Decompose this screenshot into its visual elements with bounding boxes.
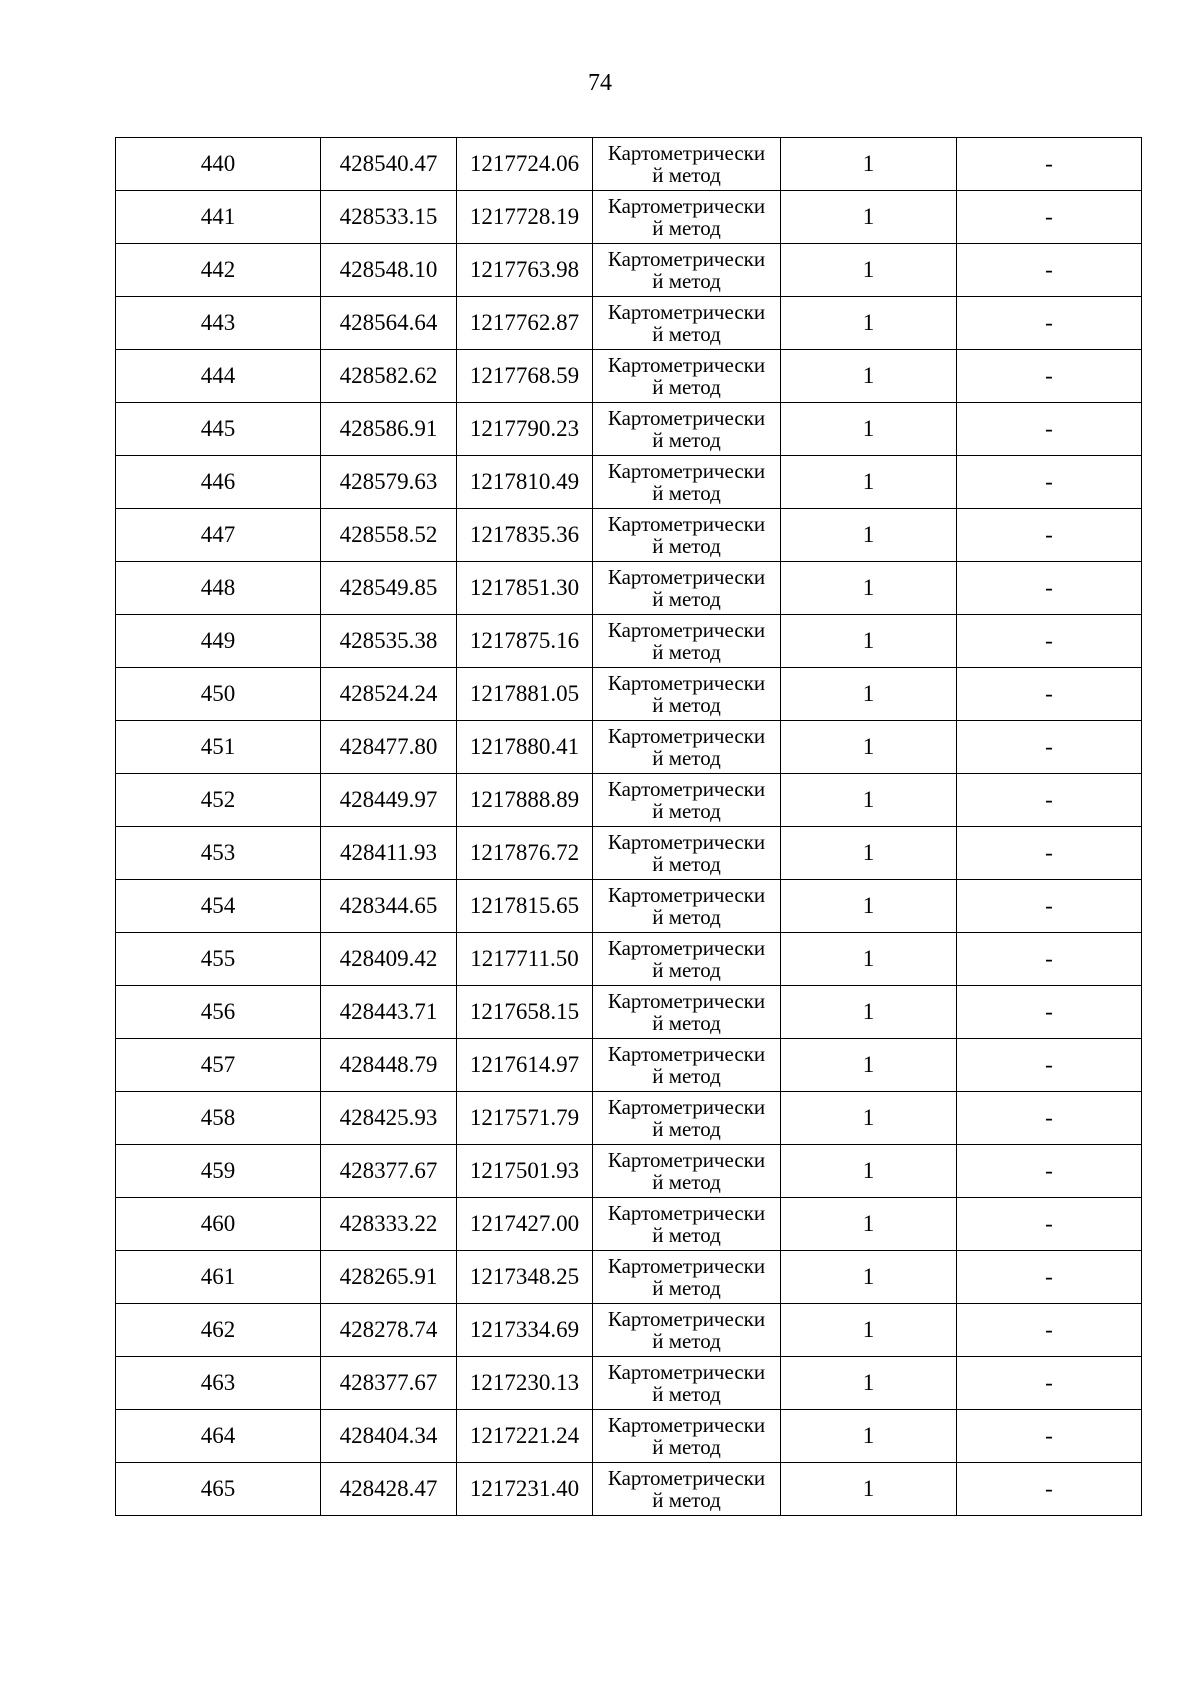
y-coordinate-cell: 1217221.24 xyxy=(457,1410,593,1463)
table-row xyxy=(116,1357,1142,1410)
y-coordinate-cell: 1217231.40 xyxy=(457,1463,593,1516)
accuracy-cell: 1 xyxy=(781,1145,957,1198)
y-coordinate-cell: 1217728.19 xyxy=(457,191,593,244)
accuracy-cell: 1 xyxy=(781,668,957,721)
description-cell: - xyxy=(957,244,1142,297)
point-number-cell: 455 xyxy=(116,933,321,986)
table-row xyxy=(116,1198,1142,1251)
accuracy-cell: 1 xyxy=(781,1357,957,1410)
method-cell xyxy=(593,668,781,721)
description-cell: - xyxy=(957,880,1142,933)
accuracy-cell: 1 xyxy=(781,403,957,456)
description-cell: - xyxy=(957,615,1142,668)
method-line-1: Картометрически xyxy=(607,1360,766,1384)
method-cell xyxy=(593,880,781,933)
method-cell xyxy=(593,1463,781,1516)
table-row xyxy=(116,350,1142,403)
accuracy-cell: 1 xyxy=(781,350,957,403)
method-line-2: й метод xyxy=(652,322,721,346)
x-coordinate-cell: 428409.42 xyxy=(321,933,457,986)
point-number-cell: 440 xyxy=(116,138,321,191)
x-coordinate-cell: 428278.74 xyxy=(321,1304,457,1357)
accuracy-cell: 1 xyxy=(781,827,957,880)
method-line-1: Картометрически xyxy=(607,724,766,748)
accuracy-cell: 1 xyxy=(781,1198,957,1251)
y-coordinate-cell: 1217876.72 xyxy=(457,827,593,880)
method-line-1: Картометрически xyxy=(607,1254,766,1278)
y-coordinate-cell: 1217334.69 xyxy=(457,1304,593,1357)
method-line-2: й метод xyxy=(652,1276,721,1300)
point-number-cell: 443 xyxy=(116,297,321,350)
description-cell: - xyxy=(957,1463,1142,1516)
accuracy-cell: 1 xyxy=(781,244,957,297)
method-cell xyxy=(593,1410,781,1463)
coordinates-table-body xyxy=(116,138,1142,1516)
method-line-1: Картометрически xyxy=(607,1095,766,1119)
description-cell: - xyxy=(957,403,1142,456)
table-row xyxy=(116,1251,1142,1304)
accuracy-cell: 1 xyxy=(781,721,957,774)
table-row xyxy=(116,1039,1142,1092)
y-coordinate-cell: 1217571.79 xyxy=(457,1092,593,1145)
point-number-cell: 442 xyxy=(116,244,321,297)
x-coordinate-cell: 428333.22 xyxy=(321,1198,457,1251)
x-coordinate-cell: 428428.47 xyxy=(321,1463,457,1516)
description-cell: - xyxy=(957,1304,1142,1357)
page-number: 74 xyxy=(588,70,612,96)
accuracy-cell: 1 xyxy=(781,562,957,615)
accuracy-cell: 1 xyxy=(781,191,957,244)
table-row xyxy=(116,880,1142,933)
point-number-cell: 454 xyxy=(116,880,321,933)
method-line-2: й метод xyxy=(652,534,721,558)
description-cell: - xyxy=(957,1092,1142,1145)
method-line-2: й метод xyxy=(652,958,721,982)
description-cell: - xyxy=(957,350,1142,403)
method-line-2: й метод xyxy=(652,1488,721,1512)
point-number-cell: 448 xyxy=(116,562,321,615)
description-cell: - xyxy=(957,1039,1142,1092)
accuracy-cell: 1 xyxy=(781,509,957,562)
method-line-2: й метод xyxy=(652,428,721,452)
point-number-cell: 463 xyxy=(116,1357,321,1410)
method-line-1: Картометрически xyxy=(607,194,766,218)
method-line-1: Картометрически xyxy=(607,671,766,695)
y-coordinate-cell: 1217427.00 xyxy=(457,1198,593,1251)
table-row xyxy=(116,1463,1142,1516)
method-line-2: й метод xyxy=(652,163,721,187)
y-coordinate-cell: 1217658.15 xyxy=(457,986,593,1039)
x-coordinate-cell: 428548.10 xyxy=(321,244,457,297)
accuracy-cell: 1 xyxy=(781,456,957,509)
method-line-2: й метод xyxy=(652,269,721,293)
method-cell xyxy=(593,774,781,827)
x-coordinate-cell: 428586.91 xyxy=(321,403,457,456)
coordinates-table xyxy=(115,137,1142,1516)
accuracy-cell: 1 xyxy=(781,880,957,933)
x-coordinate-cell: 428344.65 xyxy=(321,880,457,933)
x-coordinate-cell: 428449.97 xyxy=(321,774,457,827)
method-cell xyxy=(593,562,781,615)
point-number-cell: 453 xyxy=(116,827,321,880)
point-number-cell: 462 xyxy=(116,1304,321,1357)
accuracy-cell: 1 xyxy=(781,297,957,350)
description-cell: - xyxy=(957,1198,1142,1251)
x-coordinate-cell: 428579.63 xyxy=(321,456,457,509)
point-number-cell: 445 xyxy=(116,403,321,456)
method-cell xyxy=(593,1357,781,1410)
method-line-2: й метод xyxy=(652,1117,721,1141)
x-coordinate-cell: 428549.85 xyxy=(321,562,457,615)
accuracy-cell: 1 xyxy=(781,1304,957,1357)
accuracy-cell: 1 xyxy=(781,1463,957,1516)
x-coordinate-cell: 428377.67 xyxy=(321,1145,457,1198)
point-number-cell: 458 xyxy=(116,1092,321,1145)
point-number-cell: 441 xyxy=(116,191,321,244)
method-line-2: й метод xyxy=(652,1223,721,1247)
method-line-1: Картометрически xyxy=(607,512,766,536)
point-number-cell: 465 xyxy=(116,1463,321,1516)
point-number-cell: 452 xyxy=(116,774,321,827)
point-number-cell: 449 xyxy=(116,615,321,668)
y-coordinate-cell: 1217501.93 xyxy=(457,1145,593,1198)
description-cell: - xyxy=(957,1145,1142,1198)
method-cell xyxy=(593,1092,781,1145)
method-cell xyxy=(593,827,781,880)
point-number-cell: 464 xyxy=(116,1410,321,1463)
accuracy-cell: 1 xyxy=(781,986,957,1039)
method-line-1: Картометрически xyxy=(607,459,766,483)
x-coordinate-cell: 428477.80 xyxy=(321,721,457,774)
accuracy-cell: 1 xyxy=(781,138,957,191)
method-line-1: Картометрически xyxy=(607,353,766,377)
method-line-1: Картометрически xyxy=(607,830,766,854)
x-coordinate-cell: 428564.64 xyxy=(321,297,457,350)
description-cell: - xyxy=(957,933,1142,986)
method-line-1: Картометрически xyxy=(607,936,766,960)
accuracy-cell: 1 xyxy=(781,1251,957,1304)
table-row xyxy=(116,774,1142,827)
x-coordinate-cell: 428265.91 xyxy=(321,1251,457,1304)
method-line-1: Картометрически xyxy=(607,777,766,801)
method-line-1: Картометрически xyxy=(607,883,766,907)
x-coordinate-cell: 428404.34 xyxy=(321,1410,457,1463)
method-line-2: й метод xyxy=(652,375,721,399)
method-line-2: й метод xyxy=(652,905,721,929)
point-number-cell: 459 xyxy=(116,1145,321,1198)
accuracy-cell: 1 xyxy=(781,774,957,827)
method-line-2: й метод xyxy=(652,852,721,876)
description-cell: - xyxy=(957,1410,1142,1463)
x-coordinate-cell: 428524.24 xyxy=(321,668,457,721)
accuracy-cell: 1 xyxy=(781,615,957,668)
y-coordinate-cell: 1217835.36 xyxy=(457,509,593,562)
method-line-2: й метод xyxy=(652,481,721,505)
description-cell: - xyxy=(957,668,1142,721)
point-number-cell: 457 xyxy=(116,1039,321,1092)
table-row xyxy=(116,191,1142,244)
x-coordinate-cell: 428443.71 xyxy=(321,986,457,1039)
y-coordinate-cell: 1217230.13 xyxy=(457,1357,593,1410)
method-cell xyxy=(593,986,781,1039)
method-cell xyxy=(593,138,781,191)
description-cell: - xyxy=(957,827,1142,880)
description-cell: - xyxy=(957,562,1142,615)
method-cell xyxy=(593,1039,781,1092)
y-coordinate-cell: 1217763.98 xyxy=(457,244,593,297)
table-row xyxy=(116,1092,1142,1145)
method-line-1: Картометрически xyxy=(607,1307,766,1331)
method-cell xyxy=(593,350,781,403)
table-row xyxy=(116,456,1142,509)
table-row xyxy=(116,403,1142,456)
y-coordinate-cell: 1217851.30 xyxy=(457,562,593,615)
table-row xyxy=(116,509,1142,562)
description-cell: - xyxy=(957,297,1142,350)
description-cell: - xyxy=(957,986,1142,1039)
method-line-1: Картометрически xyxy=(607,1466,766,1490)
table-row xyxy=(116,1145,1142,1198)
x-coordinate-cell: 428411.93 xyxy=(321,827,457,880)
description-cell: - xyxy=(957,1357,1142,1410)
method-cell xyxy=(593,1198,781,1251)
method-line-1: Картометрически xyxy=(607,1201,766,1225)
point-number-cell: 451 xyxy=(116,721,321,774)
method-line-2: й метод xyxy=(652,693,721,717)
description-cell: - xyxy=(957,138,1142,191)
method-line-1: Картометрически xyxy=(607,300,766,324)
point-number-cell: 444 xyxy=(116,350,321,403)
method-line-1: Картометрически xyxy=(607,1042,766,1066)
y-coordinate-cell: 1217815.65 xyxy=(457,880,593,933)
method-cell xyxy=(593,456,781,509)
x-coordinate-cell: 428377.67 xyxy=(321,1357,457,1410)
method-cell xyxy=(593,1145,781,1198)
method-line-1: Картометрически xyxy=(607,989,766,1013)
x-coordinate-cell: 428558.52 xyxy=(321,509,457,562)
table-row xyxy=(116,1304,1142,1357)
description-cell: - xyxy=(957,721,1142,774)
method-line-2: й метод xyxy=(652,1382,721,1406)
method-line-1: Картометрически xyxy=(607,406,766,430)
table-row xyxy=(116,138,1142,191)
method-line-1: Картометрически xyxy=(607,247,766,271)
point-number-cell: 460 xyxy=(116,1198,321,1251)
x-coordinate-cell: 428535.38 xyxy=(321,615,457,668)
method-cell xyxy=(593,244,781,297)
x-coordinate-cell: 428533.15 xyxy=(321,191,457,244)
method-cell xyxy=(593,615,781,668)
y-coordinate-cell: 1217888.89 xyxy=(457,774,593,827)
table-row xyxy=(116,615,1142,668)
y-coordinate-cell: 1217614.97 xyxy=(457,1039,593,1092)
table-row xyxy=(116,721,1142,774)
table-row xyxy=(116,668,1142,721)
description-cell: - xyxy=(957,509,1142,562)
table-row xyxy=(116,986,1142,1039)
method-line-1: Картометрически xyxy=(607,565,766,589)
method-line-2: й метод xyxy=(652,1329,721,1353)
y-coordinate-cell: 1217790.23 xyxy=(457,403,593,456)
y-coordinate-cell: 1217711.50 xyxy=(457,933,593,986)
point-number-cell: 447 xyxy=(116,509,321,562)
y-coordinate-cell: 1217880.41 xyxy=(457,721,593,774)
description-cell: - xyxy=(957,191,1142,244)
y-coordinate-cell: 1217881.05 xyxy=(457,668,593,721)
method-line-1: Картометрически xyxy=(607,1148,766,1172)
y-coordinate-cell: 1217810.49 xyxy=(457,456,593,509)
method-line-2: й метод xyxy=(652,799,721,823)
accuracy-cell: 1 xyxy=(781,1410,957,1463)
method-cell xyxy=(593,721,781,774)
method-line-2: й метод xyxy=(652,216,721,240)
method-line-2: й метод xyxy=(652,1435,721,1459)
y-coordinate-cell: 1217768.59 xyxy=(457,350,593,403)
description-cell: - xyxy=(957,456,1142,509)
point-number-cell: 446 xyxy=(116,456,321,509)
point-number-cell: 456 xyxy=(116,986,321,1039)
accuracy-cell: 1 xyxy=(781,1092,957,1145)
table-row xyxy=(116,827,1142,880)
method-line-1: Картометрически xyxy=(607,618,766,642)
method-line-2: й метод xyxy=(652,1064,721,1088)
table-row xyxy=(116,244,1142,297)
point-number-cell: 450 xyxy=(116,668,321,721)
method-cell xyxy=(593,403,781,456)
method-cell xyxy=(593,509,781,562)
method-cell xyxy=(593,1251,781,1304)
method-line-1: Картометрически xyxy=(607,141,766,165)
method-line-2: й метод xyxy=(652,746,721,770)
description-cell: - xyxy=(957,774,1142,827)
x-coordinate-cell: 428425.93 xyxy=(321,1092,457,1145)
table-row xyxy=(116,933,1142,986)
x-coordinate-cell: 428540.47 xyxy=(321,138,457,191)
method-cell xyxy=(593,191,781,244)
method-line-2: й метод xyxy=(652,1170,721,1194)
table-row xyxy=(116,562,1142,615)
method-line-2: й метод xyxy=(652,640,721,664)
x-coordinate-cell: 428448.79 xyxy=(321,1039,457,1092)
table-row xyxy=(116,297,1142,350)
method-cell xyxy=(593,933,781,986)
accuracy-cell: 1 xyxy=(781,1039,957,1092)
method-line-2: й метод xyxy=(652,1011,721,1035)
y-coordinate-cell: 1217348.25 xyxy=(457,1251,593,1304)
method-line-1: Картометрически xyxy=(607,1413,766,1437)
accuracy-cell: 1 xyxy=(781,933,957,986)
y-coordinate-cell: 1217724.06 xyxy=(457,138,593,191)
description-cell: - xyxy=(957,1251,1142,1304)
y-coordinate-cell: 1217875.16 xyxy=(457,615,593,668)
x-coordinate-cell: 428582.62 xyxy=(321,350,457,403)
point-number-cell: 461 xyxy=(116,1251,321,1304)
method-line-2: й метод xyxy=(652,587,721,611)
method-cell xyxy=(593,297,781,350)
y-coordinate-cell: 1217762.87 xyxy=(457,297,593,350)
table-row xyxy=(116,1410,1142,1463)
method-cell xyxy=(593,1304,781,1357)
